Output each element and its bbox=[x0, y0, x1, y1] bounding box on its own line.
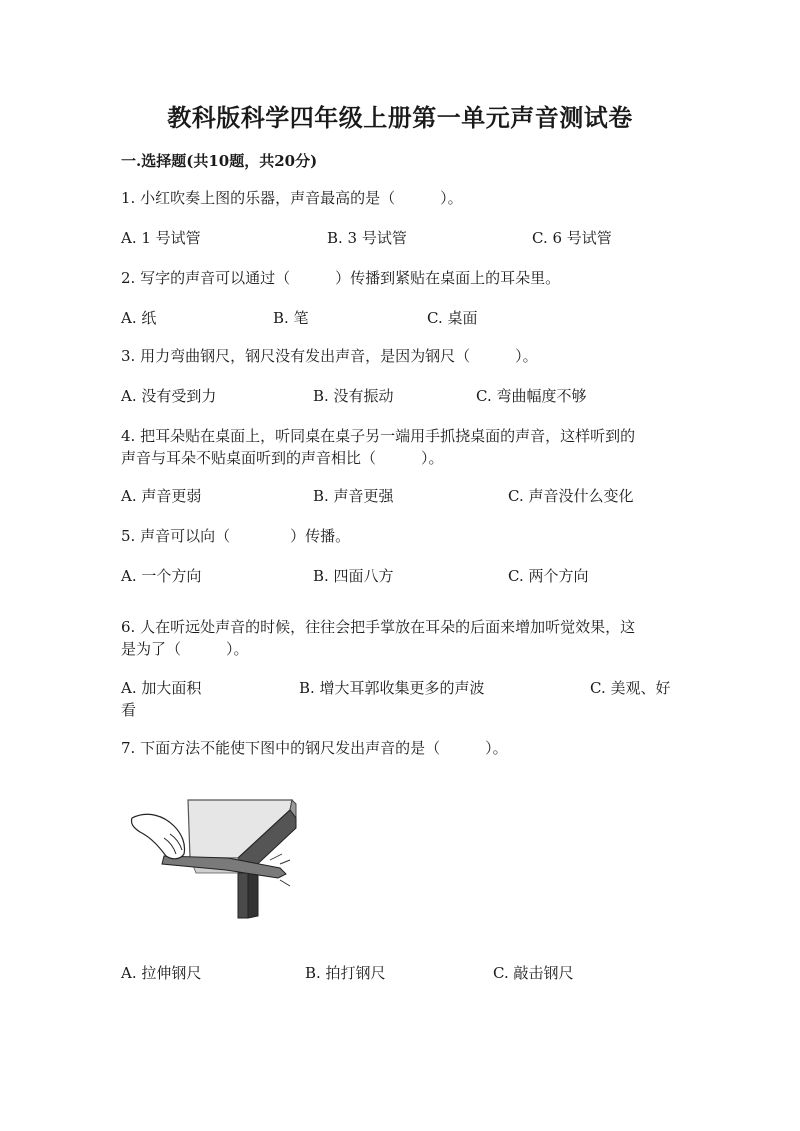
q6-option-c-continued: 看 bbox=[121, 701, 137, 719]
question-6-line-2: 是为了（ ）。 bbox=[121, 640, 249, 658]
ruler-figure bbox=[130, 798, 300, 920]
q1-option-a[interactable]: A. 1 号试管 bbox=[121, 229, 201, 247]
q7-option-b[interactable]: B. 拍打钢尺 bbox=[305, 964, 386, 982]
hand bbox=[131, 814, 184, 858]
page-title: 教科版科学四年级上册第一单元声音测试卷 bbox=[167, 103, 633, 132]
q5-option-b[interactable]: B. 四面八方 bbox=[313, 567, 394, 585]
q2-option-b[interactable]: B. 笔 bbox=[273, 309, 309, 327]
q4-option-a[interactable]: A. 声音更弱 bbox=[121, 487, 202, 505]
question-7: 7. 下面方法不能使下图中的钢尺发出声音的是（ ）。 bbox=[121, 739, 508, 757]
question-6-line-1: 6. 人在听远处声音的时候，往往会把手掌放在耳朵的后面来增加听觉效果，这 bbox=[121, 618, 636, 636]
ruler bbox=[162, 856, 286, 878]
q3-option-c[interactable]: C. 弯曲幅度不够 bbox=[476, 387, 587, 405]
q5-option-c[interactable]: C. 两个方向 bbox=[508, 567, 589, 585]
section-heading: 一.选择题(共10题，共20分) bbox=[121, 152, 318, 170]
question-2: 2. 写字的声音可以通过（ ）传播到紧贴在桌面上的耳朵里。 bbox=[121, 269, 561, 287]
q1-option-b[interactable]: B. 3 号试管 bbox=[327, 229, 407, 247]
q6-option-b[interactable]: B. 增大耳郭收集更多的声波 bbox=[299, 679, 485, 697]
q7-option-a[interactable]: A. 拉伸钢尺 bbox=[121, 964, 202, 982]
q1-option-c[interactable]: C. 6 号试管 bbox=[532, 229, 612, 247]
q3-option-b[interactable]: B. 没有振动 bbox=[313, 387, 394, 405]
q4-option-b[interactable]: B. 声音更强 bbox=[313, 487, 394, 505]
q2-option-a[interactable]: A. 纸 bbox=[121, 309, 157, 327]
question-3: 3. 用力弯曲钢尺，钢尺没有发出声音，是因为钢尺（ ）。 bbox=[121, 347, 538, 365]
q2-option-c[interactable]: C. 桌面 bbox=[427, 309, 478, 327]
question-5: 5. 声音可以向（ ）传播。 bbox=[121, 527, 351, 545]
vibration-line bbox=[270, 854, 282, 860]
vibration-line bbox=[280, 880, 290, 886]
q6-option-a[interactable]: A. 加大面积 bbox=[121, 679, 202, 697]
table-leg bbox=[238, 873, 248, 918]
question-4-line-2: 声音与耳朵不贴桌面听到的声音相比（ ）。 bbox=[121, 449, 444, 467]
q7-option-c[interactable]: C. 敲击钢尺 bbox=[493, 964, 574, 982]
question-4-line-1: 4. 把耳朵贴在桌面上，听同桌在桌子另一端用手抓挠桌面的声音，这样听到的 bbox=[121, 427, 636, 445]
q4-option-c[interactable]: C. 声音没什么变化 bbox=[508, 487, 634, 505]
question-1: 1. 小红吹奏上图的乐器，声音最高的是（ ）。 bbox=[121, 189, 463, 207]
vibration-line bbox=[280, 860, 290, 864]
q3-option-a[interactable]: A. 没有受到力 bbox=[121, 387, 217, 405]
q5-option-a[interactable]: A. 一个方向 bbox=[121, 567, 202, 585]
q6-option-c[interactable]: C. 美观、好 bbox=[590, 679, 671, 697]
